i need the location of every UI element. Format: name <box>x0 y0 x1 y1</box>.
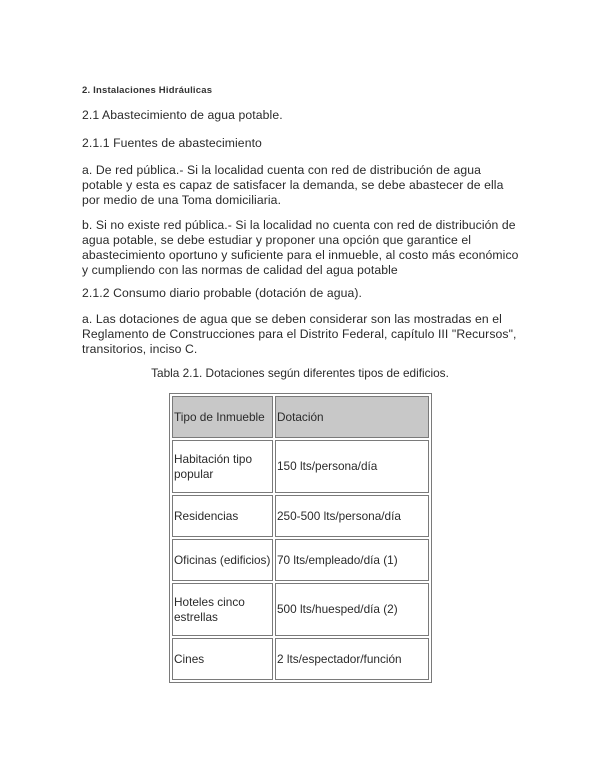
cell-tipo: Hoteles cinco estrellas <box>172 583 273 636</box>
cell-tipo: Oficinas (edificios) <box>172 539 273 581</box>
cell-tipo: Residencias <box>172 495 273 537</box>
table-row <box>172 495 429 537</box>
paragraph-red-publica: a. De red pública.- Si la localidad cuenta con red de distribución de agua potable y esta es capaz de satisfacer la demanda, se debe abastecer de ella por medio de una Toma domiciliaria. <box>82 163 504 207</box>
header-tipo-inmueble: Tipo de Inmueble <box>172 396 273 438</box>
table-header-row <box>172 396 429 438</box>
cell-dotacion: 70 lts/empleado/día (1) <box>275 539 429 581</box>
section-heading: 2. Instalaciones Hidráulicas <box>82 85 213 96</box>
table-caption: Tabla 2.1. Dotaciones según diferentes tipos de edificios. <box>151 366 449 380</box>
table-row <box>172 539 429 581</box>
subsection-title-2-1-1: 2.1.1 Fuentes de abastecimiento <box>82 136 262 150</box>
subsection-title-2-1: 2.1 Abastecimiento de agua potable. <box>82 108 283 122</box>
cell-dotacion: 250-500 lts/persona/día <box>275 495 429 537</box>
table-row <box>172 440 429 493</box>
subsection-title-2-1-2: 2.1.2 Consumo diario probable (dotación de agua). <box>82 286 362 300</box>
paragraph-sin-red-publica: b. Si no existe red pública.- Si la localidad no cuenta con red de distribución de agua potable, se debe estudiar y proponer una opción que garantice el abastecimiento oportuno y suficiente para el inmueble, al costo más económico y cumpliendo con las normas de calidad del agua potable <box>82 218 519 277</box>
table-row <box>172 583 429 636</box>
paragraph-dotaciones: a. Las dotaciones de agua que se deben considerar son las mostradas en el Reglamento de Construcciones para el Distrito Federal, capítulo III "Recursos", transitorios, inciso C. <box>82 312 517 356</box>
table-row <box>172 638 429 680</box>
cell-dotacion: 150 lts/persona/día <box>275 440 429 493</box>
cell-dotacion: 2 lts/espectador/función <box>275 638 429 680</box>
dotaciones-table <box>169 393 432 683</box>
header-dotacion: Dotación <box>275 396 429 438</box>
cell-dotacion: 500 lts/huesped/día (2) <box>275 583 429 636</box>
cell-tipo: Habitación tipo popular <box>172 440 273 493</box>
cell-tipo: Cines <box>172 638 273 680</box>
